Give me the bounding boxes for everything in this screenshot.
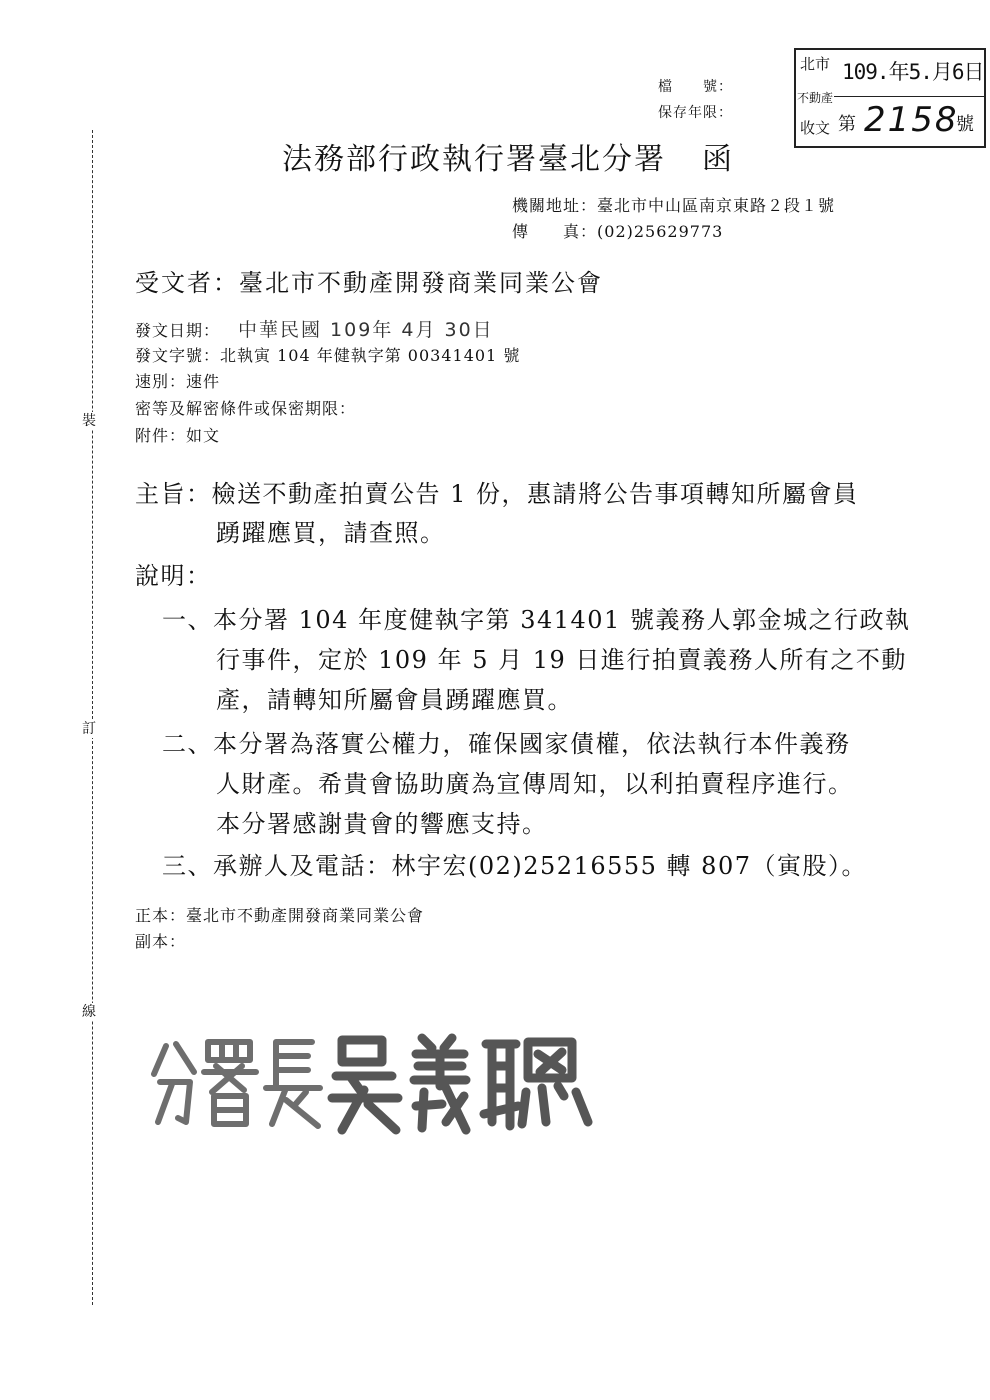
fax-label: 傳 真： <box>512 222 598 241</box>
address-value: 臺北市中山區南京東路２段１號 <box>597 196 836 215</box>
agency-name: 法務部行政執行署臺北分署 <box>282 142 666 177</box>
signature-seal <box>146 1026 606 1136</box>
explanation-item: 本分署感謝貴會的響應支持。 <box>216 810 548 838</box>
explanation-item: 三、承辦人及電話：林宇宏(02)25216555 轉 807（寅股）。 <box>162 852 867 880</box>
carbon-copy: 副本： <box>135 932 187 951</box>
stamp-di: 第 <box>838 114 856 135</box>
fax-value: (02)25629773 <box>597 222 724 241</box>
main-copy: 正本：臺北市不動產開發商業同業公會 <box>135 906 425 925</box>
issue-date-value: 中華民國 109年 4月 30日 <box>238 319 494 341</box>
issue-date-line <box>135 315 494 342</box>
attachment-line: 附件：如文 <box>135 426 221 445</box>
address-line <box>512 193 835 216</box>
explanation-heading: 說明： <box>135 562 212 590</box>
binding-mark: 線 <box>72 1003 106 1021</box>
retention-period-label: 保存年限： <box>658 105 733 121</box>
receipt-stamp <box>794 48 986 148</box>
stamp-date: 109.年5.月6日 <box>842 60 984 84</box>
explanation-item: 行事件，定於 109 年 5 月 19 日進行拍賣義務人所有之不動 <box>216 646 907 674</box>
stamp-org-line: 不動產 <box>796 91 833 105</box>
explanation-item: 產，請轉知所屬會員踴躍應買。 <box>216 686 573 714</box>
subject-line: 踴躍應買，請查照。 <box>216 519 446 547</box>
document-type: 函 <box>702 142 734 177</box>
stamp-org-line: 北市 <box>799 55 830 73</box>
stamp-org-line: 收文 <box>799 119 830 137</box>
recipient: 受文者：臺北市不動產開發商業同業公會 <box>135 269 603 297</box>
fax-line <box>512 219 723 242</box>
signature-graphic <box>146 1026 606 1136</box>
document-title <box>282 134 734 178</box>
binding-mark: 訂 <box>72 720 106 738</box>
binding-mark: 裝 <box>72 412 106 430</box>
subject-line: 主旨：檢送不動產拍賣公告 1 份，惠請將公告事項轉知所屬會員 <box>135 480 859 508</box>
address-label: 機關地址： <box>512 196 598 215</box>
explanation-item: 人財產。希貴會協助廣為宣傳周知，以利拍賣程序進行。 <box>216 770 854 798</box>
issue-date-label: 發文日期： <box>135 321 221 340</box>
secrecy-line: 密等及解密條件或保密期限： <box>135 399 357 418</box>
speed-class: 速別：速件 <box>135 372 221 391</box>
explanation-item: 二、本分署為落實公權力，確保國家債權，依法執行本件義務 <box>162 730 851 758</box>
explanation-item: 一、本分署 104 年度健執字第 341401 號義務人郭金城之行政執 <box>162 606 911 634</box>
reference-number: 發文字號：北執寅 104 年健執字第 00341401 號 <box>135 346 521 365</box>
binding-line <box>92 130 93 1305</box>
stamp-number: 2158 <box>864 100 959 140</box>
file-number-label: 檔 號： <box>658 79 733 95</box>
stamp-hao: 號 <box>956 114 974 135</box>
